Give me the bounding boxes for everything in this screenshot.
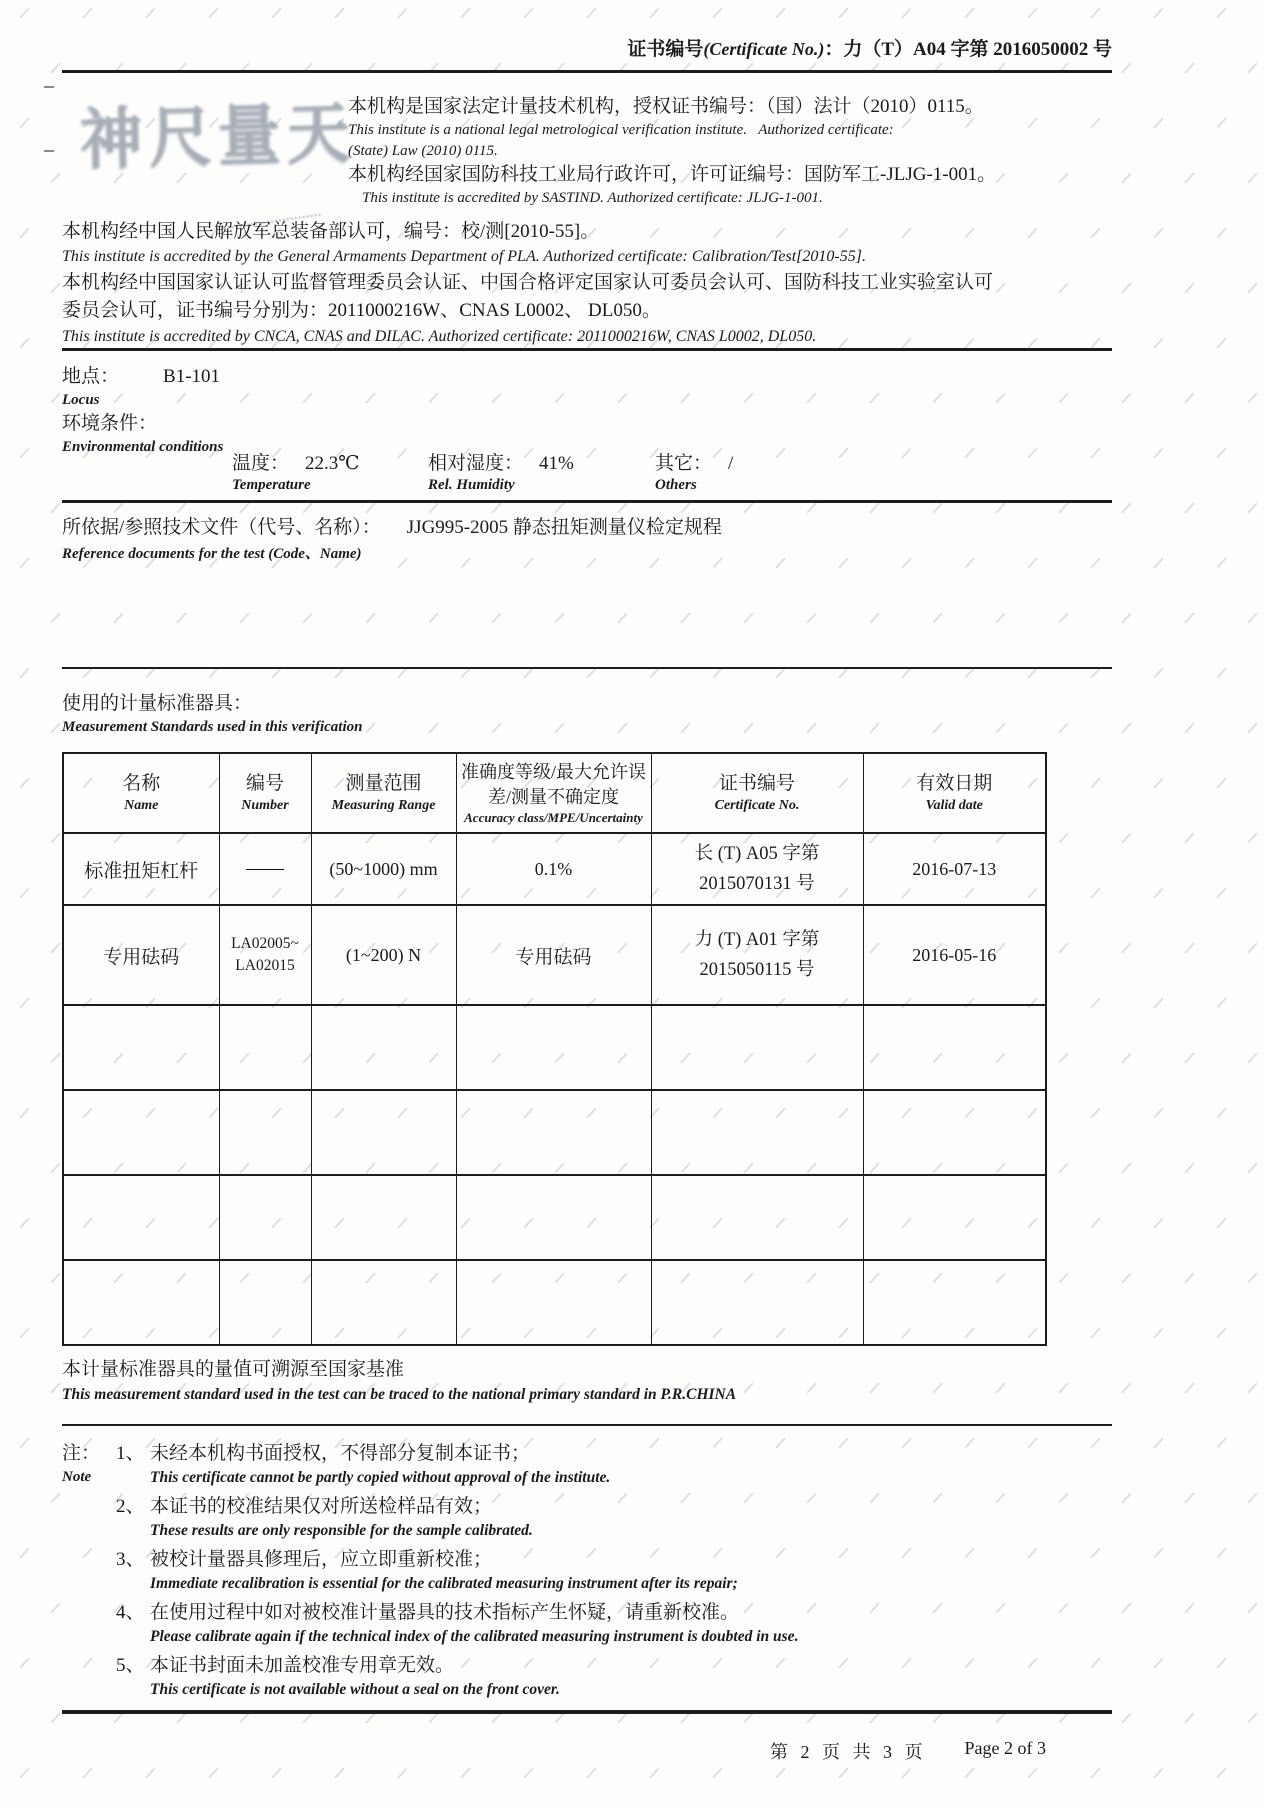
note-text-en: This certificate is not available without a seal on the front cover.: [150, 1681, 560, 1698]
page-number-en: Page 2 of 3: [964, 1738, 1046, 1758]
col-header-number-en: Number: [241, 798, 289, 813]
cell-name: [63, 833, 219, 905]
footer-divider: [62, 1710, 1112, 1714]
others-label-en: Others: [655, 477, 697, 493]
accreditation-line2-cn: 本机构经国家国防科技工业局行政许可，许可证编号：国防军工-JLJG-1-001。: [348, 164, 997, 185]
table-header-row: [63, 753, 1046, 833]
note-cn-line: [116, 1440, 1066, 1467]
standard-valid-date: 2016-07-13: [912, 858, 997, 879]
others-value: /: [728, 453, 734, 474]
note-number: 3、: [116, 1549, 145, 1570]
reference-label-en: Reference documents for the test (Code、Name): [62, 546, 362, 562]
empty-cell: [219, 1175, 311, 1260]
notes-label-cn: 注：: [62, 1443, 101, 1464]
col-header-valid-en: Valid date: [925, 798, 983, 813]
col-header-range-cn: 测量范围: [345, 773, 422, 794]
cell-number: [219, 833, 311, 905]
note-number: 4、: [116, 1602, 145, 1623]
accreditation-line1-cn: 本机构是国家法定计量技术机构，授权证书编号：（国）法计（2010）0115。: [348, 96, 984, 117]
temperature-group: [232, 448, 360, 495]
standards-title-en: Measurement Standards used in this verification: [62, 719, 363, 735]
traceability-block: [62, 1356, 736, 1406]
empty-cell: [311, 1260, 456, 1345]
location-block: [62, 364, 223, 458]
note-cn-line: [116, 1493, 1066, 1520]
note-item: [116, 1546, 1066, 1595]
col-header-name-cn: 名称: [122, 773, 161, 794]
standard-accuracy: 0.1%: [534, 858, 573, 879]
note-text-cn: 本证书的校准结果仅对所送检样品有效；: [150, 1496, 493, 1517]
accreditation-line3-en: This institute is accredited by the General Armaments Department of PLA. Authorized certificate: Calibration/Test[2010-55].: [62, 248, 866, 265]
note-number: 5、: [116, 1655, 145, 1676]
empty-cell: [219, 1090, 311, 1175]
standard-number: ——: [246, 858, 284, 879]
note-text-cn: 被校计量器具修理后，应立即重新校准；: [150, 1549, 493, 1570]
standards-title-cn: 使用的计量标准器具：: [62, 693, 253, 714]
notes-label-en: Note: [62, 1469, 92, 1485]
note-text-en: Please calibrate again if the technical index of the calibrated measuring instrument is doubted in use.: [150, 1628, 799, 1645]
cell-certificate: [651, 833, 863, 905]
cell-range: [311, 833, 456, 905]
note-text-cn: 未经本机构书面授权，不得部分复制本证书；: [150, 1443, 531, 1464]
note-item: [116, 1493, 1066, 1542]
section-divider: [62, 348, 1112, 351]
note-item: [116, 1440, 1066, 1489]
empty-table-row: [63, 1260, 1046, 1345]
standard-accuracy: 专用砝码: [515, 946, 592, 968]
cell-valid: [863, 833, 1046, 905]
accreditation-line4-en: This institute is accredited by CNCA, CNAS and DILAC. Authorized certificate: 2011000216W, CNAS L0002, DL050.: [62, 328, 817, 345]
humidity-row: [428, 448, 574, 475]
empty-cell: [651, 1005, 863, 1090]
empty-table-row: [63, 1005, 1046, 1090]
notes-label-block: [62, 1440, 100, 1487]
accreditation-line2-en: This institute is accredited by SASTIND. Authorized certificate: JLJG-1-001.: [362, 190, 823, 206]
section-divider: [62, 667, 1112, 669]
accreditation-line4-cn: 本机构经中国国家认证认可监督管理委员会认证、中国合格评定国家认可委员会认可、国防科技工业实验室认可 委员会认可，证书编号分别为：2011000216W、CNAS L0002、 DL050。: [62, 272, 994, 321]
environment-values-row: [62, 448, 1112, 498]
col-header-certificate: [651, 753, 863, 833]
location-label-cn: 地点：: [62, 366, 120, 387]
section-divider: [62, 1424, 1112, 1426]
reference-row: [62, 514, 1112, 542]
note-number: 2、: [116, 1496, 145, 1517]
empty-cell: [63, 1175, 219, 1260]
location-value: B1-101: [163, 366, 221, 387]
standard-name: 标准扭矩杠杆: [84, 860, 199, 882]
scan-artifact-dash: [44, 86, 54, 88]
empty-cell: [863, 1005, 1046, 1090]
others-group: [655, 448, 733, 495]
note-item: [116, 1652, 1066, 1701]
header-divider: [62, 70, 1112, 73]
empty-cell: [311, 1175, 456, 1260]
standard-certificate: 力 (T) A01 字第 2015050115 号: [694, 930, 820, 980]
notes-list: [116, 1440, 1066, 1705]
certificate-number-header: [62, 34, 1112, 61]
humidity-label-en: Rel. Humidity: [428, 477, 515, 493]
col-header-accuracy: [456, 753, 651, 833]
empty-table-row: [63, 1175, 1046, 1260]
temperature-label-cn: 温度：: [232, 453, 290, 474]
note-text-cn: 本证书封面未加盖校准专用章无效。: [150, 1655, 455, 1676]
standard-range: (1~200) N: [345, 944, 422, 965]
col-header-name: [63, 753, 219, 833]
scan-artifact-dash: [44, 150, 54, 152]
note-cn-line: [116, 1652, 1066, 1679]
note-number: 1、: [116, 1443, 145, 1464]
page-footer: [770, 1738, 1046, 1764]
humidity-value: 41%: [539, 453, 574, 474]
empty-table-row: [63, 1090, 1046, 1175]
cert-no-label-cn: 证书编号: [627, 39, 704, 60]
empty-cell: [651, 1175, 863, 1260]
accreditation-block-right: [348, 94, 1000, 209]
temperature-row: [232, 448, 360, 475]
location-label-en: Locus: [62, 392, 100, 408]
standards-title-block: [62, 690, 362, 738]
col-header-range-en: Measuring Range: [331, 798, 436, 813]
temperature-value: 22.3℃: [305, 453, 360, 474]
empty-cell: [651, 1090, 863, 1175]
cert-no-value: ：力（T）A04 字第 2016050002 号: [824, 39, 1112, 60]
note-text-cn: 在使用过程中如对被校准计量器具的技术指标产生怀疑，请重新校准。: [150, 1602, 740, 1623]
empty-cell: [219, 1005, 311, 1090]
empty-cell: [456, 1260, 651, 1345]
empty-cell: [63, 1090, 219, 1175]
cell-range: [311, 905, 456, 1005]
accreditation-block-full: [62, 218, 1114, 349]
col-header-range: [311, 753, 456, 833]
col-header-number-cn: 编号: [245, 773, 284, 794]
note-cn-line: [116, 1546, 1066, 1573]
note-item: [116, 1599, 1066, 1648]
note-text-en: This certificate cannot be partly copied without approval of the institute.: [150, 1469, 611, 1486]
standard-valid-date: 2016-05-16: [912, 944, 997, 965]
cell-number: [219, 905, 311, 1005]
col-header-accuracy-en: Accuracy class/MPE/Uncertainty: [464, 810, 643, 825]
empty-cell: [863, 1260, 1046, 1345]
humidity-group: [428, 448, 574, 495]
col-header-certificate-cn: 证书编号: [718, 773, 795, 794]
location-row: [62, 364, 223, 390]
col-header-name-en: Name: [124, 798, 159, 813]
accreditation-line3-cn: 本机构经中国人民解放军总装备部认可，编号：校/测[2010-55]。: [62, 221, 600, 242]
empty-cell: [219, 1260, 311, 1345]
empty-cell: [63, 1005, 219, 1090]
standard-number: LA02005~ LA02015: [231, 935, 299, 974]
cert-no-label-en: (Certificate No.): [703, 39, 825, 59]
seal-calligraphy: 神尺量天: [79, 97, 358, 178]
empty-cell: [311, 1005, 456, 1090]
environment-label-cn: 环境条件：: [62, 413, 158, 434]
institute-seal: [80, 86, 360, 226]
standard-range: (50~1000) mm: [329, 858, 438, 879]
col-header-number: [219, 753, 311, 833]
others-row: [655, 448, 733, 475]
others-label-cn: 其它：: [655, 453, 713, 474]
traceability-en: This measurement standard used in the test can be traced to the national primary standard in P.R.CHINA: [62, 1386, 737, 1403]
environment-label-en: Environmental conditions: [62, 439, 224, 455]
cell-accuracy: [456, 833, 651, 905]
empty-cell: [63, 1260, 219, 1345]
accreditation-line1-en: This institute is a national legal metrological verification institute. Authorized certificate: (State) Law (2010) 0115.: [348, 122, 894, 159]
temperature-label-en: Temperature: [232, 477, 311, 493]
reference-value: JJG995-2005 静态扭矩测量仪检定规程: [406, 517, 722, 538]
traceability-cn: 本计量标准器具的量值可溯源至国家基准: [62, 1359, 405, 1380]
cell-valid: [863, 905, 1046, 1005]
empty-cell: [863, 1175, 1046, 1260]
measurement-standards-table: [62, 752, 1047, 1346]
note-cn-line: [116, 1599, 1066, 1626]
empty-cell: [456, 1090, 651, 1175]
page-number-cn: 第 2 页 共 3 页: [770, 1742, 927, 1762]
standard-certificate: 长 (T) A05 字第 2015070131 号: [694, 844, 820, 894]
empty-cell: [651, 1260, 863, 1345]
empty-cell: [863, 1090, 1046, 1175]
reference-documents-block: [62, 514, 1112, 566]
note-text-en: These results are only responsible for the sample calibrated.: [150, 1522, 533, 1539]
table-row: [63, 833, 1046, 905]
empty-cell: [456, 1175, 651, 1260]
standard-name: 专用砝码: [103, 946, 180, 968]
col-header-accuracy-cn: 准确度等级/最大允许误差/测量不确定度: [461, 762, 646, 807]
cell-certificate: [651, 905, 863, 1005]
empty-cell: [456, 1005, 651, 1090]
col-header-valid-cn: 有效日期: [916, 773, 993, 794]
cell-accuracy: [456, 905, 651, 1005]
section-divider: [62, 500, 1112, 503]
col-header-valid: [863, 753, 1046, 833]
reference-label-cn: 所依据/参照技术文件（代号、名称）：: [62, 517, 381, 538]
empty-cell: [311, 1090, 456, 1175]
cell-name: [63, 905, 219, 1005]
table-row: [63, 905, 1046, 1005]
col-header-certificate-en: Certificate No.: [714, 798, 800, 813]
humidity-label-cn: 相对湿度：: [428, 453, 524, 474]
note-text-en: Immediate recalibration is essential for the calibrated measuring instrument after its repair;: [150, 1575, 738, 1592]
